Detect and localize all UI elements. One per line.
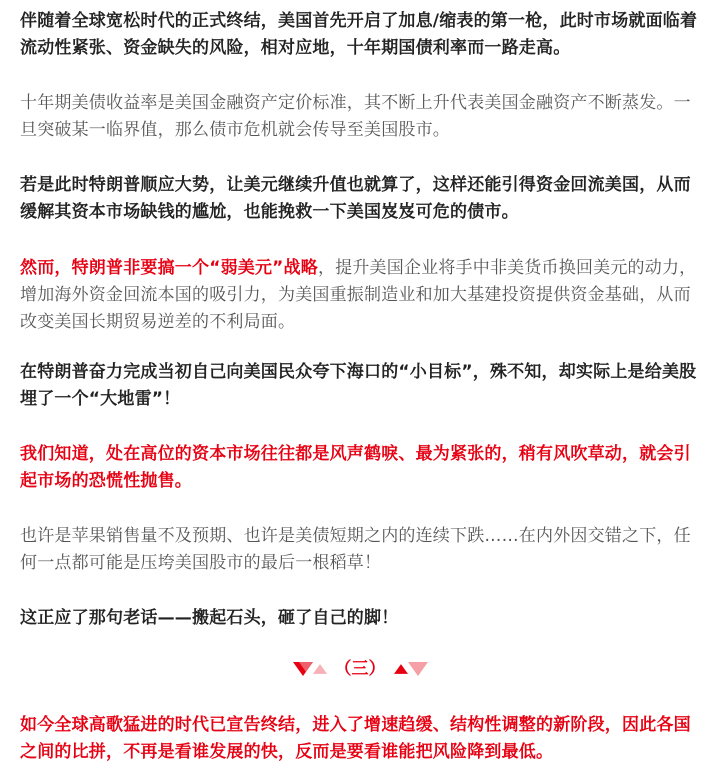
red-triangle-down-icon: [293, 662, 313, 676]
paragraph-8: 这正应了那句老话——搬起石头，砸了自己的脚！: [20, 608, 399, 628]
paragraph-4: [20, 255, 704, 336]
red-triangle-up-small-icon: [313, 662, 327, 676]
paragraph-5: 在特朗普奋力完成当初自己向美国民众夸下海口的“小目标”，殊不知，却实际上是给美股埋了一个“大地雷”！: [20, 362, 697, 409]
paragraph-6: 我们知道，处在高位的资本市场往往都是风声鹤唳、最为紧张的，稍有风吹草动，就会引起市场的恐慌性抛售。: [20, 444, 691, 491]
red-triangle-down-icon: [408, 662, 428, 676]
paragraph-2: 十年期美债收益率是美国金融资产定价标准，其不断上升代表美国金融资产不断蒸发。一旦突破某一临界值，那么债市危机就会传导至美国股市。: [20, 93, 691, 140]
paragraph-9: 如今全球高歌猛进的时代已宣告终结，进入了增速趋缓、结构性调整的新阶段，因此各国之间的比拼，不再是看谁发展的快，反而是要看谁能把风险降到最低。: [20, 715, 691, 762]
paragraph-4-highlight: 然而，特朗普非要搞一个“弱美元”战略: [20, 258, 318, 278]
section-label: （三）: [334, 658, 386, 679]
section-divider: [0, 656, 720, 682]
paragraph-1: 伴随着全球宽松时代的正式终结，美国首先开启了加息/缩表的第一枪，此时市场就面临着流动性紧张、资金缺失的风险，相对应地，十年期国债利率而一路走高。: [20, 11, 698, 58]
red-triangle-up-small-icon: [394, 662, 408, 676]
paragraph-4-rest: ，提升美国企业将手中非美货币换回美元的动力，增加海外资金回流本国的吸引力，为美国重振制造业和加大基建投资提供资金基础，从而改变美国长期贸易逆差的不利局面。: [20, 258, 697, 332]
paragraph-3: 若是此时特朗普顺应大势，让美元继续升值也就算了，这样还能引得资金回流美国，从而缓解其资本市场缺钱的尴尬，也能挽救一下美国岌岌可危的债市。: [20, 175, 691, 222]
paragraph-7: 也许是苹果销售量不及预期、也许是美债短期之内的连续下跌……在内外因交错之下，任何一点都可能是压垮美国股市的最后一根稻草！: [20, 526, 691, 573]
